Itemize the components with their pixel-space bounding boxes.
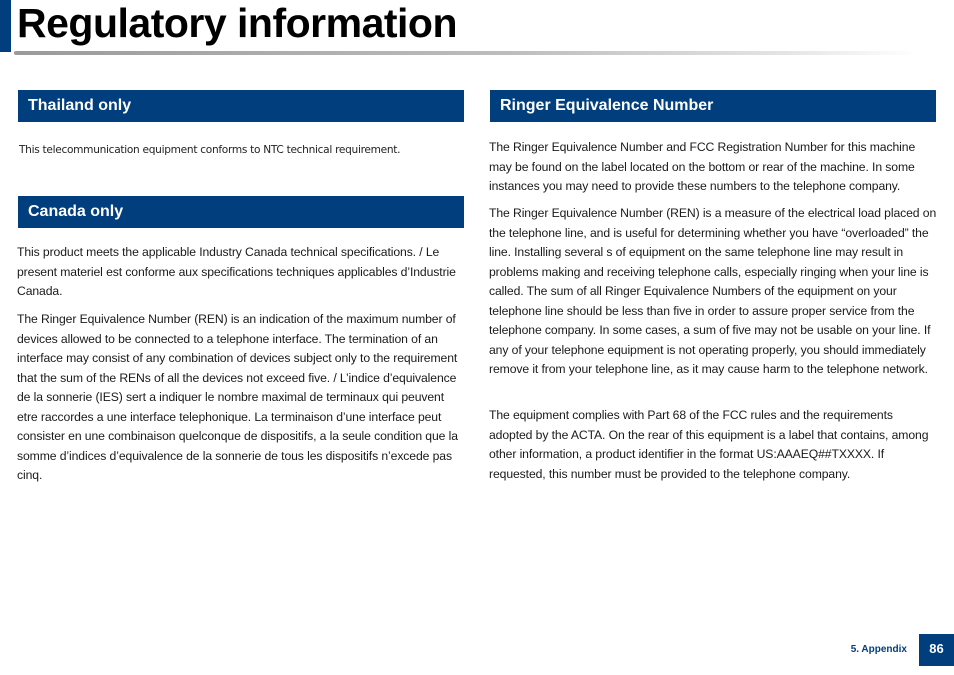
ringer-section-heading: Ringer Equivalence Number [490,90,936,122]
title-divider [14,51,919,55]
canada-section-heading: Canada only [18,196,464,228]
canada-paragraph-1: This product meets the applicable Industry Canada technical specifications. / Le present materiel est conforme aux specifications techniques applicables d’Industrie Canada. [17,245,456,298]
thailand-section-heading: Thailand only [18,90,464,122]
title-accent-bar [0,0,11,52]
ringer-paragraph-1: The Ringer Equivalence Number and FCC Registration Number for this machine may be found on the label located on the bottom or rear of the machine. In some instances you may need to provide these numbers to the telephone company. [489,140,916,193]
ringer-paragraph-3: The equipment complies with Part 68 of the FCC rules and the requirements adopted by the ACTA. On the rear of this equipment is a label that contains, among other information, a product identifier in the format US:AAAEQ##TXXXX. If requested, this number must be provided to the telephone company. [489,408,929,481]
footer-chapter-label: 5. Appendix [850,644,907,655]
ringer-paragraph-2: The Ringer Equivalence Number (REN) is a measure of the electrical load placed on the telephone line, and is useful for determining whether you have “overloaded” the line. Installing several s of equipment on the same telephone line may result in problems making and receiving telephone calls, especially ringing when your line is called. The sum of all Ringer Equivalence Numbers of the equipment on your telephone line should be less than five in order to assure proper service from the telephone company. In some cases, a sum of five may not be usable on your line. If any of your telephone equipment is not operating properly, you should immediately remove it from your telephone line, as it may cause harm to the telephone network. [489,206,937,376]
thailand-text: This telecommunication equipment conforms to NTC technical requirement. [19,144,401,156]
canada-paragraph-2: The Ringer Equivalence Number (REN) is an indication of the maximum number of devices allowed to be connected to a telephone interface. The termination of an interface may consist of any combination of devices subject only to the requirement that the sum of the RENs of all the devices not exceed five. / L’indice d’equivalence de la sonnerie (IES) sert a indiquer le nombre maximal de terminaux qui peuvent etre raccordes a une interface telephonique. La terminaison d’une interface peut consister en une combinaison quelconque de dispositifs, a la seule condition que la somme d’indices d’equivalence de la sonnerie de tous les dispositifs n’excede pas cinq. [17,312,458,482]
page-title: Regulatory information [17,0,458,46]
page-number: 86 [919,634,954,666]
